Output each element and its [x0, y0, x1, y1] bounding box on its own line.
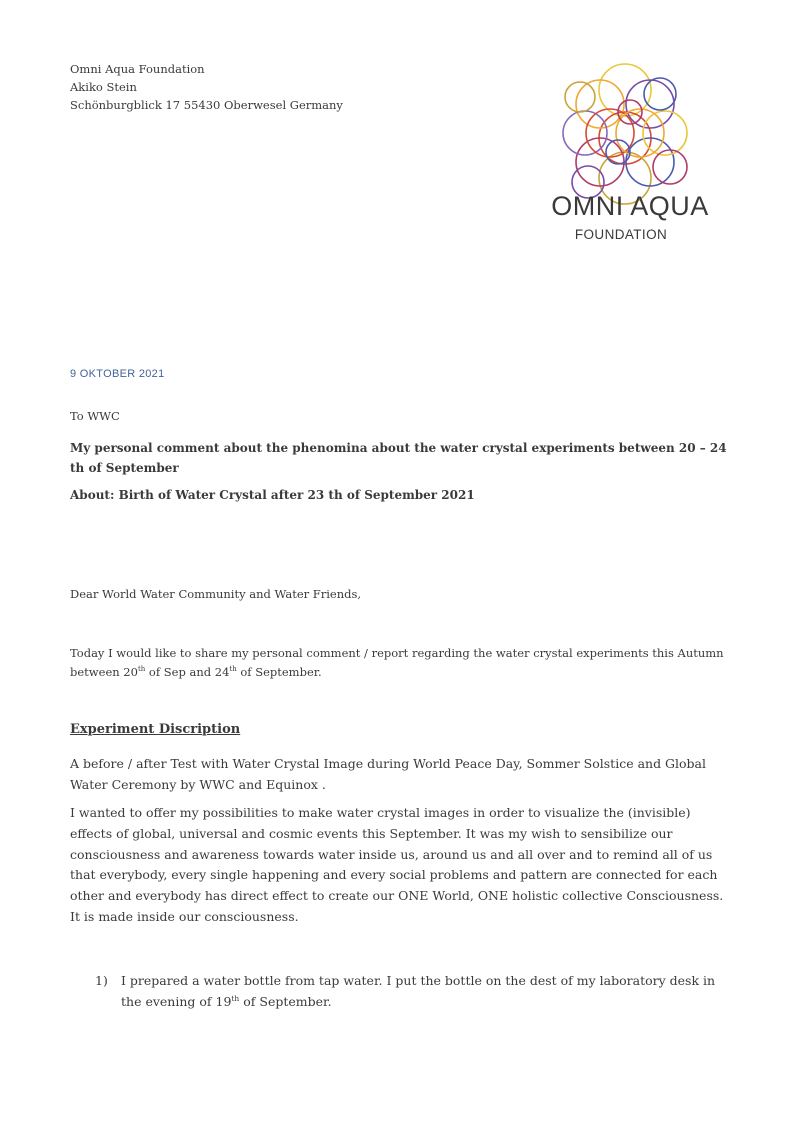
sender-address: Schönburgblick 17 55430 Oberwesel Germany — [70, 98, 343, 112]
list-item-text — [121, 970, 735, 1012]
logo-subtitle: FOUNDATION — [574, 227, 668, 242]
intro-text-1: Today I would like to share my personal comment / report regarding the water crystal experiments this Autumn between 20 — [70, 646, 724, 679]
intro-sup-1: th — [137, 665, 146, 673]
list-item-sup: th — [231, 994, 240, 1003]
intro-text-3: of September. — [236, 665, 322, 679]
intro-text-2: of Sep and 24 — [145, 665, 230, 679]
list-item-number: 1) — [95, 973, 108, 988]
sender-person: Akiko Stein — [70, 80, 137, 94]
list-item-text-2: of September. — [239, 994, 332, 1009]
intro-sup-2: th — [229, 665, 237, 673]
flower-of-life-icon — [530, 52, 730, 248]
intro-paragraph — [70, 644, 730, 682]
sender-name: Omni Aqua Foundation — [70, 62, 205, 76]
list-item — [95, 970, 735, 1012]
recipient-line: To WWC — [70, 409, 120, 423]
logo-title: OMNI AQUA — [551, 191, 709, 221]
list-item-text-1: I prepared a water bottle from tap water. I put the bottle on the dest of my laboratory desk in the evening of 19 — [121, 973, 716, 1009]
letter-date: 9 OKTOBER 2021 — [70, 368, 165, 380]
omni-aqua-logo — [530, 52, 730, 248]
salutation: Dear World Water Community and Water Friends, — [70, 587, 362, 601]
paragraph-test-description: A before / after Test with Water Crystal Image during World Peace Day, Sommer Solstice and Global Water Ceremony by WWC and Equinox . — [70, 756, 707, 792]
paragraph-intention: I wanted to offer my possibilities to make water crystal images in order to visualize the (invisible) effects of global, universal and cosmic events this September. It was my wish to sensibilize our consciousness and awareness towards water inside us, around us and all over and to remind all of us that everybody, every single happening and every social problems and pattern are connected for each other and everybody has direct effect to create our ONE World, ONE holistic collective Consciousness. It is made inside our consciousness. — [70, 805, 724, 924]
about-line: About: Birth of Water Crystal after 23 th of September 2021 — [70, 488, 475, 502]
sender-block — [70, 60, 343, 114]
section-heading: Experiment Discription — [70, 722, 241, 737]
subject-line: My personal comment about the phenomina about the water crystal experiments between 20 – 24 th of September — [70, 441, 727, 475]
